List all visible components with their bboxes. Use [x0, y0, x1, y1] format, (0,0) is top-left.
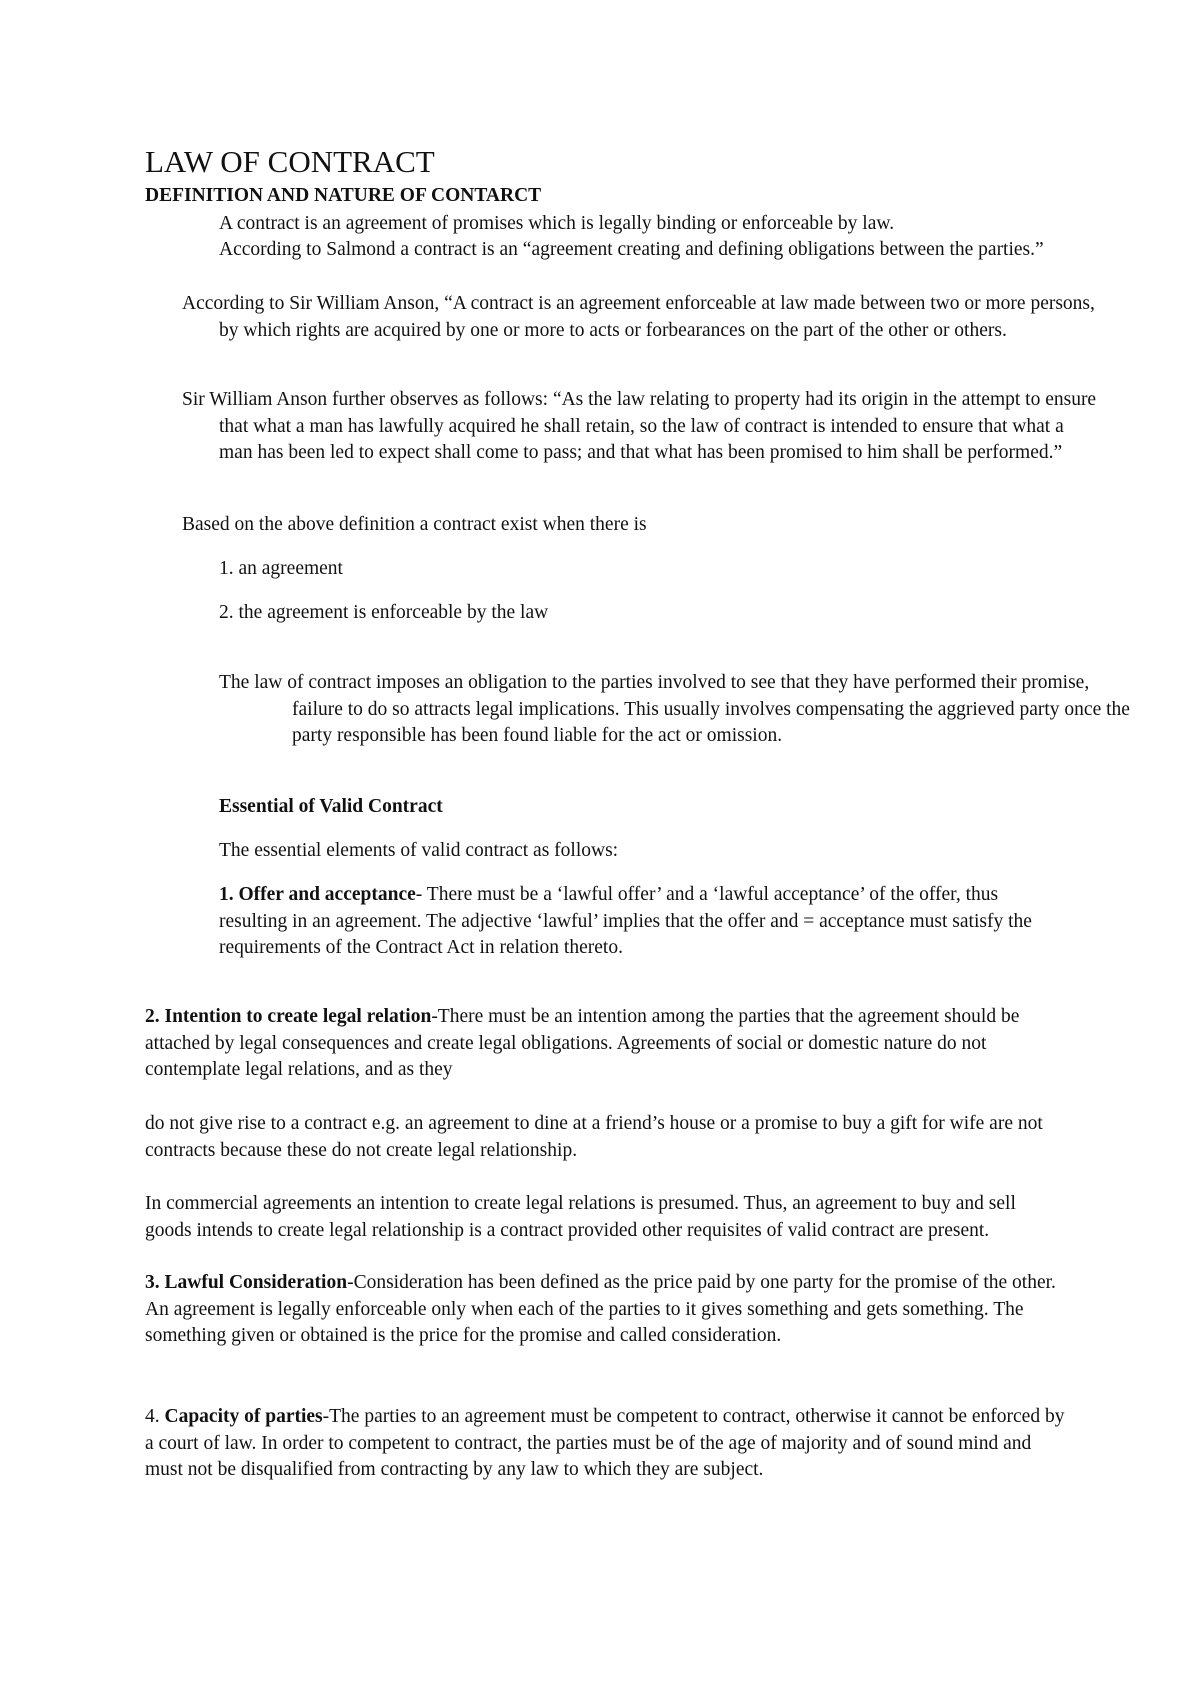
- essential-item-label: 2. Intention to create legal relation: [145, 1006, 432, 1027]
- essentials-heading: Essential of Valid Contract: [219, 796, 443, 817]
- essential-item-label: 3. Lawful Consideration: [145, 1272, 348, 1293]
- essential-item-consideration: [145, 1270, 1065, 1350]
- essential-item-text: -The parties to an agreement must be competent to contract, otherwise it cannot be enforced by a court of law. In order to competent to contract, the parties must be of the age of majority and of sound mind and must not be disqualified from contracting by any law to which they are subject.: [145, 1406, 1065, 1480]
- essential-item-offer: [219, 882, 1064, 962]
- obligation-paragraph: The law of contract imposes an obligation to the parties involved to see that they have performed their promise, failure to do so attracts legal implications. This usually involves compensating the aggrieved party once the party responsible has been found liable for the act or omission.: [219, 672, 1130, 746]
- essential-item-text: -There must be an intention among the parties that the agreement should be attached by legal consequences and create legal obligations. Agreements of social or domestic nature do not contemplate legal relations, and as they: [145, 1006, 1020, 1080]
- essential-item-label: 1. Offer and acceptance: [219, 884, 416, 905]
- document-title: LAW OF CONTRACT: [145, 144, 435, 179]
- essential-item-number: 4.: [145, 1406, 165, 1427]
- intention-continuation: do not give rise to a contract e.g. an agreement to dine at a friend’s house or a promise to buy a gift for wife are not contracts because these do not create legal relationship.: [145, 1113, 1043, 1161]
- list-item: 2. the agreement is enforceable by the law: [219, 602, 549, 623]
- definition-paragraph: A contract is an agreement of promises which is legally binding or enforceable by law.: [219, 213, 895, 234]
- essential-item-text: -Consideration has been defined as the price paid by one party for the promise of the other. An agreement is legally enforceable only when each of the parties to it gives something and gets something. The something given or obtained is the price for the promise and called consideration.: [145, 1272, 1056, 1346]
- section-heading: DEFINITION AND NATURE OF CONTARCT: [145, 185, 542, 206]
- salmond-definition: According to Salmond a contract is an “agreement creating and defining obligations between the parties.”: [219, 239, 1044, 260]
- essential-item-intention: [145, 1004, 1065, 1084]
- essential-item-label: Capacity of parties: [164, 1406, 323, 1427]
- essentials-intro: The essential elements of valid contract as follows:: [219, 840, 619, 861]
- list-item: 1. an agreement: [219, 558, 343, 579]
- anson-observation: Sir William Anson further observes as follows: “As the law relating to property had its origin in the attempt to ensure that what a man has lawfully acquired he shall retain, so the law of contract is intended to ensure that what a man has been led to expect shall come to pass; and that what has been promised to him shall be performed.”: [182, 389, 1097, 463]
- essential-item-text: - There must be a ‘lawful offer’ and a ‘lawful acceptance’ of the offer, thus resulting in an agreement. The adjective ‘lawful’ implies that the offer and = acceptance must satisfy the requirements of the Contract Act in relation thereto.: [219, 884, 1032, 958]
- essential-item-capacity: [145, 1404, 1065, 1484]
- commercial-agreements-paragraph: In commercial agreements an intention to create legal relations is presumed. Thus, an agreement to buy and sell goods intends to create legal relationship is a contract provided other requisites of valid contract are present.: [145, 1193, 1016, 1241]
- contract-exists-intro: Based on the above definition a contract exist when there is: [182, 514, 647, 535]
- anson-definition: According to Sir William Anson, “A contract is an agreement enforceable at law made between two or more persons, by which rights are acquired by one or more to acts or forbearances on the part of the other or others.: [182, 293, 1095, 341]
